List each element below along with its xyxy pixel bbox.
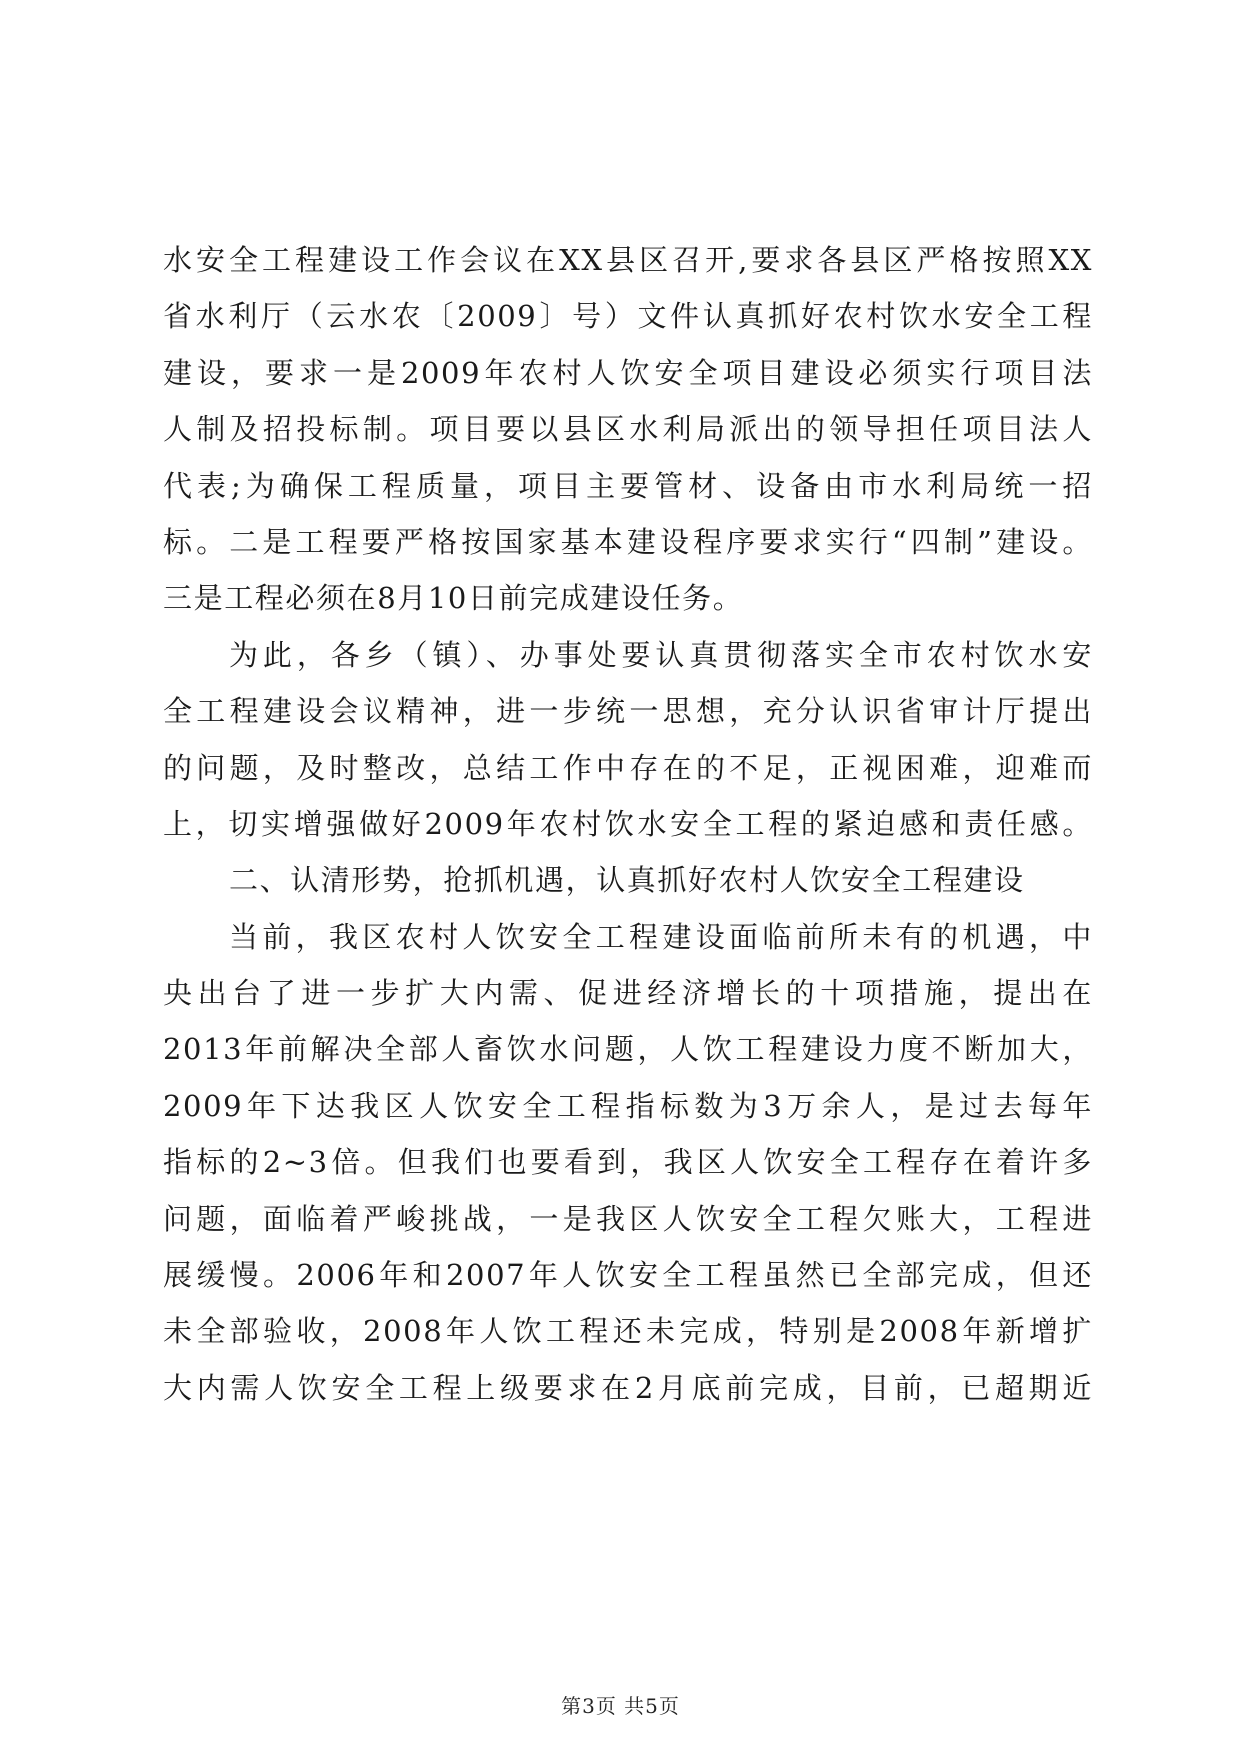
text-line: 指标的2~3倍。但我们也要看到，我区人饮安全工程存在着许多 [163, 1145, 1093, 1180]
paragraph-first-line: 为此，各乡（镇）、办事处要认真贯彻落实全市农村饮水安 [229, 637, 1093, 672]
text-line: 上，切实增强做好2009年农村饮水安全工程的紧迫感和责任感。 [163, 806, 1093, 841]
text-line: 央出台了进一步扩大内需、促进经济增长的十项措施，提出在 [163, 976, 1093, 1011]
text-line: 全工程建设会议精神，进一步统一思想，充分认识省审计厅提出 [163, 694, 1093, 729]
text-line: 展缓慢。2006年和2007年人饮安全工程虽然已全部完成，但还 [163, 1258, 1093, 1293]
text-line: 标。二是工程要严格按国家基本建设程序要求实行“四制”建设。 [163, 524, 1093, 559]
section-heading: 二、认清形势，抢抓机遇，认真抓好农村人饮安全工程建设 [229, 863, 1025, 898]
text-line: 代表;为确保工程质量，项目主要管材、设备由市水利局统一招 [163, 468, 1093, 503]
text-line: 建设，要求一是2009年农村人饮安全项目建设必须实行项目法 [163, 355, 1093, 390]
paragraph-first-line: 当前，我区农村人饮安全工程建设面临前所未有的机遇，中 [229, 919, 1093, 954]
text-line: 水安全工程建设工作会议在XX县区召开,要求各县区严格按照XX [163, 243, 1093, 277]
text-line: 省水利厅（云水农〔2009〕号）文件认真抓好农村饮水安全工程 [163, 299, 1093, 334]
text-line: 人制及招投标制。项目要以县区水利局派出的领导担任项目法人 [163, 412, 1093, 447]
text-line: 大内需人饮安全工程上级要求在2月底前完成，目前，已超期近 [163, 1370, 1093, 1405]
text-line: 的问题，及时整改，总结工作中存在的不足，正视困难，迎难而 [163, 750, 1093, 785]
text-line: 问题，面临着严峻挑战，一是我区人饮安全工程欠账大，工程进 [163, 1201, 1093, 1236]
page-number-footer: 第3页 共5页 [561, 1694, 680, 1718]
text-line: 2009年下达我区人饮安全工程指标数为3万余人，是过去每年 [163, 1088, 1093, 1123]
text-line: 三是工程必须在8月10日前完成建设任务。 [163, 581, 744, 616]
text-line: 2013年前解决全部人畜饮水问题，人饮工程建设力度不断加大， [163, 1032, 1093, 1067]
text-line: 未全部验收，2008年人饮工程还未完成，特别是2008年新增扩 [163, 1314, 1093, 1349]
document-body [163, 232, 1093, 1416]
